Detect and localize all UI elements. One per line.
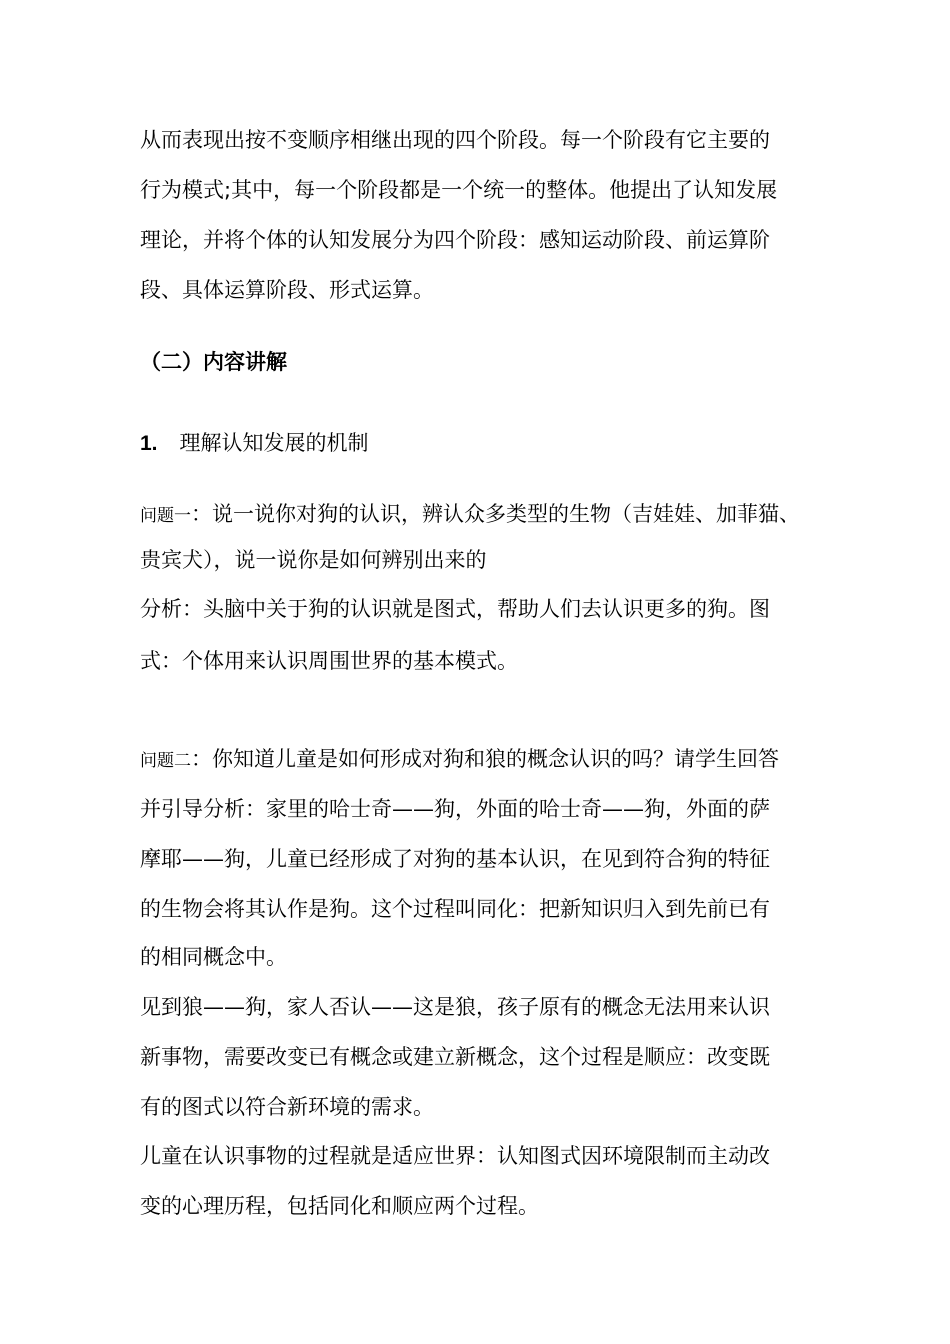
q1-text-1: ：说一说你对狗的认识，辨认众多类型的生物（吉娃娃、加菲猫、 (191, 502, 800, 526)
q2-line-6: 见到狼——狗，家人否认——这是狼，孩子原有的概念无法用来认识 (140, 995, 770, 1019)
q2-text-1: ：你知道儿童是如何形成对狗和狼的概念认识的吗？请学生回答 (191, 747, 779, 771)
q2-line-1 (140, 745, 779, 775)
intro-line-3: 理论，并将个体的认知发展分为四个阶段：感知运动阶段、前运算阶 (140, 228, 770, 252)
q2-line-7: 新事物，需要改变已有概念或建立新概念，这个过程是顺应：改变既 (140, 1045, 770, 1069)
q1-analysis-line-1: 分析：头脑中关于狗的认识就是图式，帮助人们去认识更多的狗。图 (140, 597, 770, 621)
q2-line-2: 并引导分析：家里的哈士奇——狗，外面的哈士奇——狗，外面的萨 (140, 797, 770, 821)
q1-analysis-line-2: 式：个体用来认识周围世界的基本模式。 (140, 649, 518, 673)
q2-line-9: 儿童在认识事物的过程就是适应世界：认知图式因环境限制而主动改 (140, 1144, 770, 1168)
section-heading: （二）内容讲解 (140, 350, 287, 374)
q2-line-4: 的生物会将其认作是狗。这个过程叫同化：把新知识归入到先前已有 (140, 897, 770, 921)
q2-line-8: 有的图式以符合新环境的需求。 (140, 1095, 434, 1119)
q1-line-2: 贵宾犬），说一说你是如何辨别出来的 (140, 548, 487, 572)
q1-line-1 (140, 500, 800, 530)
q2-line-5: 的相同概念中。 (140, 945, 287, 969)
intro-line-2: 行为模式;其中，每一个阶段都是一个统一的整体。他提出了认知发展 (140, 178, 778, 202)
q2-line-3: 摩耶——狗，儿童已经形成了对狗的基本认识，在见到符合狗的特征 (140, 847, 770, 871)
intro-line-1: 从而表现出按不变顺序相继出现的四个阶段。每一个阶段有它主要的 (140, 128, 770, 152)
q2-label: 问题二 (140, 751, 191, 771)
subsection-heading (140, 429, 369, 458)
q1-label: 问题一 (140, 506, 191, 526)
q2-line-10: 变的心理历程，包括同化和顺应两个过程。 (140, 1194, 539, 1218)
intro-line-4: 段、具体运算阶段、形式运算。 (140, 278, 434, 302)
subsection-title: 理解认知发展的机制 (179, 431, 369, 455)
subsection-number: 1. (140, 432, 158, 455)
